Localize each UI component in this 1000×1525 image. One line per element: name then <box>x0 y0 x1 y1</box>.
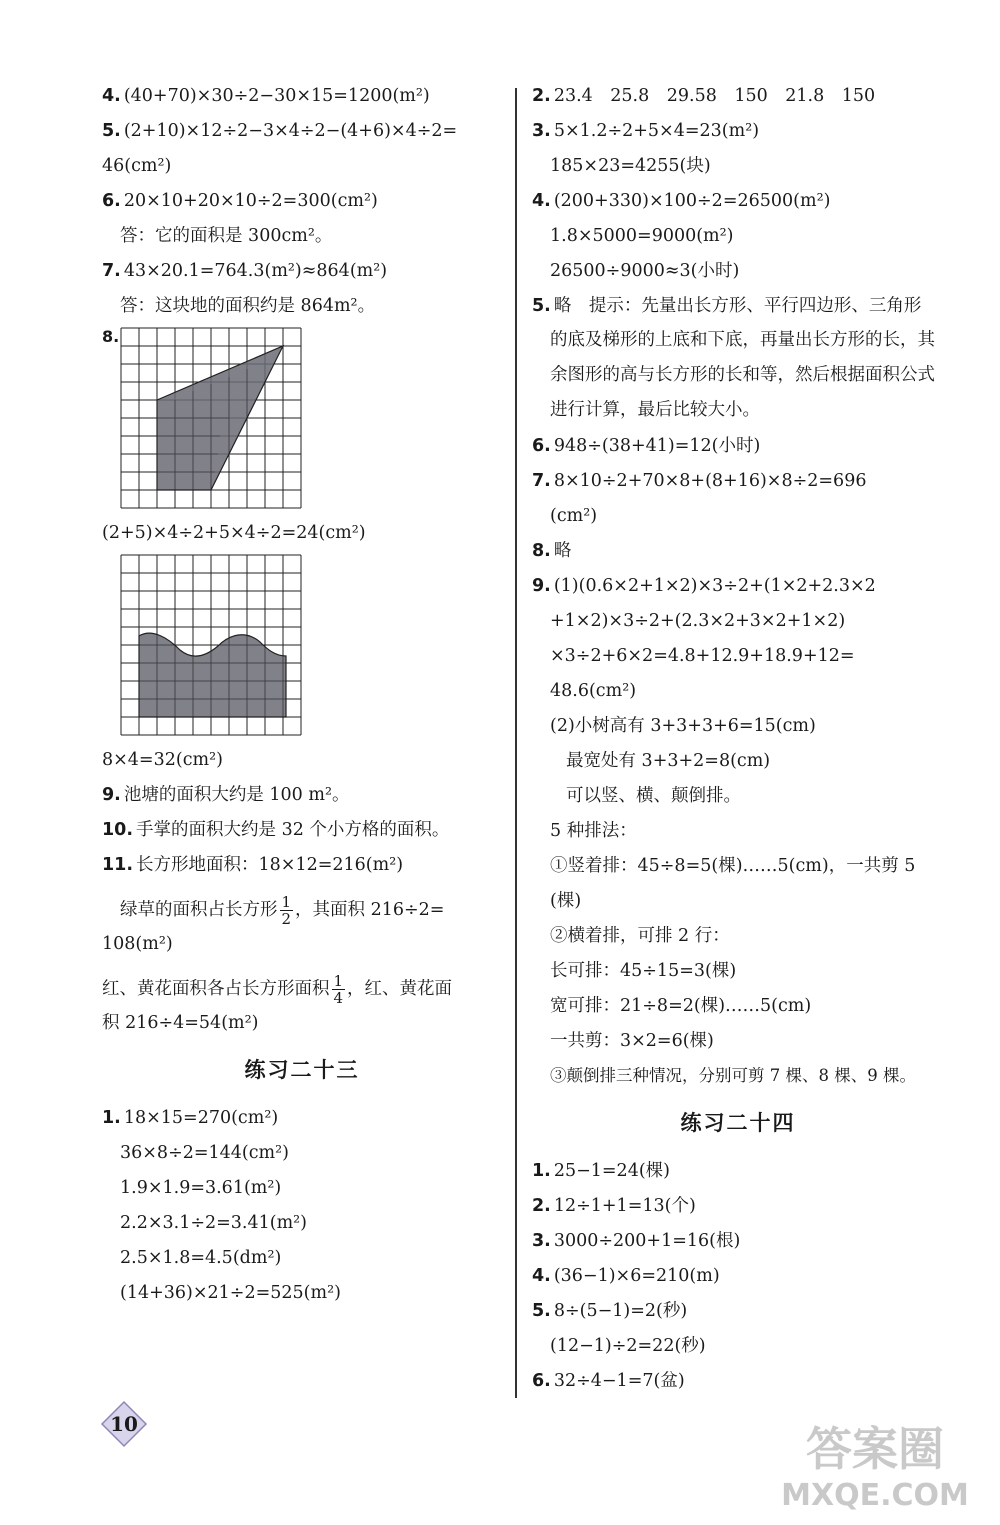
answer-11-line-2: 绿草的面积占长方形 $\frac{1}{2}$ ，其面积 216÷2= <box>120 893 445 928</box>
s24-answer: 5. 8÷(5−1)=2(秒) <box>532 1301 688 1321</box>
answer-11: 11. 长方形地面积：18×12=216(m²) <box>102 855 404 875</box>
s23-answer-1-line: 2.5×1.8=4.5(dm²) <box>120 1248 282 1268</box>
s24-answer: 1. 25−1=24(棵) <box>532 1161 670 1181</box>
fraction-one-half: $\frac{1}{2}$ <box>281 893 292 928</box>
watermark-logo <box>767 1410 982 1515</box>
r-answer-9-line: 48.6(cm²) <box>550 681 637 701</box>
answer-6: 6. 20×10+20×10÷2=300(cm²) <box>102 191 378 211</box>
answer-8-figure-2 <box>102 550 502 742</box>
section-title-24: 练习二十四 <box>680 1111 796 1135</box>
watermark-url: MXQE.COM <box>781 1478 969 1513</box>
answer-10: 10. 手掌的面积大约是 32 个小方格的面积。 <box>102 820 450 840</box>
r-answer-9-line: 最宽处有 3+3+2=8(cm) <box>566 751 771 771</box>
s23-answer-1-line: 1.9×1.9=3.61(m²) <box>120 1178 282 1198</box>
column-divider <box>515 88 517 1398</box>
r-answer-9: 9. (1)(0.6×2+1×2)×3÷2+(1×2+2.3×2 <box>532 576 876 596</box>
r-answer-4-cont-2: 26500÷9000≈3(小时) <box>550 261 740 281</box>
answer-6-reply: 答：它的面积是 300cm²。 <box>120 226 333 246</box>
answer-5-cont: 46(cm²) <box>102 156 172 176</box>
s23-answer-1-line: (14+36)×21÷2=525(m²) <box>120 1283 341 1303</box>
s23-answer-1-line: 2.2×3.1÷2=3.41(m²) <box>120 1213 308 1233</box>
r-answer-3: 3. 5×1.2÷2+5×4=23(m²) <box>532 121 760 141</box>
r-answer-7: 7. 8×10÷2+70×8+(8+16)×8÷2=696 <box>532 471 867 491</box>
page-number: 10 <box>110 1412 138 1436</box>
answer-11-line-4: 红、黄花面积各占长方形面积 $\frac{1}{4}$ ，红、黄花面 <box>102 972 453 1007</box>
r-answer-9-line: 长可排：45÷15=3(棵) <box>550 961 737 981</box>
curve-grid-figure <box>120 554 302 736</box>
r-answer-8: 8. 略 <box>532 541 572 561</box>
answer-8-formula-1: (2+5)×4÷2+5×4÷2=24(cm²) <box>102 523 366 543</box>
answer-11-line-3: 108(m²) <box>102 934 173 954</box>
answer-4: 4. (40+70)×30÷2−30×15=1200(m²) <box>102 86 430 106</box>
s24-answer: 3. 3000÷200+1=16(根) <box>532 1231 741 1251</box>
answer-7: 7. 43×20.1=764.3(m²)≈864(m²) <box>102 261 388 281</box>
r-answer-9-line: 宽可排：21÷8=2(棵)……5(cm) <box>550 996 812 1016</box>
fraction-one-quarter: $\frac{1}{4}$ <box>333 972 344 1007</box>
r-answer-9-line: (棵) <box>550 891 582 911</box>
right-column <box>532 78 944 1398</box>
s23-answer-1-line: 36×8÷2=144(cm²) <box>120 1143 289 1163</box>
left-column <box>102 78 502 1310</box>
r-answer-5: 5. 略 提示：先量出长方形、平行四边形、三角形 <box>532 296 922 316</box>
r-answer-9-line: ②横着排，可排 2 行： <box>550 926 730 946</box>
r-answer-7-cont: (cm²) <box>550 506 598 526</box>
r-answer-9-line: 可以竖、横、颠倒排。 <box>566 786 741 806</box>
r-answer-4: 4. (200+330)×100÷2=26500(m²) <box>532 191 831 211</box>
section-title-23: 练习二十三 <box>244 1058 360 1082</box>
s24-answer: 4. (36−1)×6=210(m) <box>532 1266 720 1286</box>
answer-5: 5. (2+10)×12÷2−3×4÷2−(4+6)×4÷2= <box>102 121 458 141</box>
s24-answer: 6. 32÷4−1=7(盆) <box>532 1371 685 1391</box>
r-answer-9-line: +1×2)×3÷2+(2.3×2+3×2+1×2) <box>550 611 846 631</box>
r-answer-9-line: ×3÷2+6×2=4.8+12.9+18.9+12= <box>550 646 855 666</box>
answer-8-figure-1: 8. <box>102 323 502 515</box>
shaded-curved-region <box>139 633 286 717</box>
r-answer-9-line: ③颠倒排三种情况，分别可剪 7 棵、8 棵、9 棵。 <box>550 1066 916 1085</box>
r-answer-4-cont-1: 1.8×5000=9000(m²) <box>550 226 734 246</box>
r-answer-6: 6. 948÷(38+41)=12(小时) <box>532 436 761 456</box>
r-answer-9-line: 5 种排法： <box>550 821 637 841</box>
s24-answer: 2. 12÷1+1=13(个) <box>532 1196 696 1216</box>
s23-answer-1: 1. 18×15=270(cm²) <box>102 1108 279 1128</box>
r-answer-9-line: (2)小树高有 3+3+3+6=15(cm) <box>550 716 816 736</box>
r-answer-9-line: 一共剪：3×2=6(棵) <box>550 1031 714 1051</box>
r-answer-9-line: ①竖着排：45÷8=5(棵)……5(cm)，一共剪 5 <box>550 856 916 876</box>
s24-answer: (12−1)÷2=22(秒) <box>550 1336 706 1356</box>
answer-8-formula-2: 8×4=32(cm²) <box>102 750 223 770</box>
page-number-badge <box>100 1400 148 1448</box>
r-answer-3-cont: 185×23=4255(块) <box>550 156 711 176</box>
answer-7-reply: 答：这块地的面积约是 864m²。 <box>120 296 376 316</box>
r-answer-5-cont: 的底及梯形的上底和下底，再量出长方形的长，其余图形的高与长方形的长和等，然后根据面积公式进行计算，最后比较大小。 <box>550 330 935 420</box>
watermark-big-text: 答案圈 <box>806 1422 944 1476</box>
answer-9: 9. 池塘的面积大约是 100 m²。 <box>102 785 350 805</box>
answer-11-line-5: 积 216÷4=54(m²) <box>102 1013 259 1033</box>
r-answer-2: 2. 23.4 25.8 29.58 150 21.8 150 <box>532 86 876 106</box>
triangle-grid-figure <box>120 327 302 509</box>
